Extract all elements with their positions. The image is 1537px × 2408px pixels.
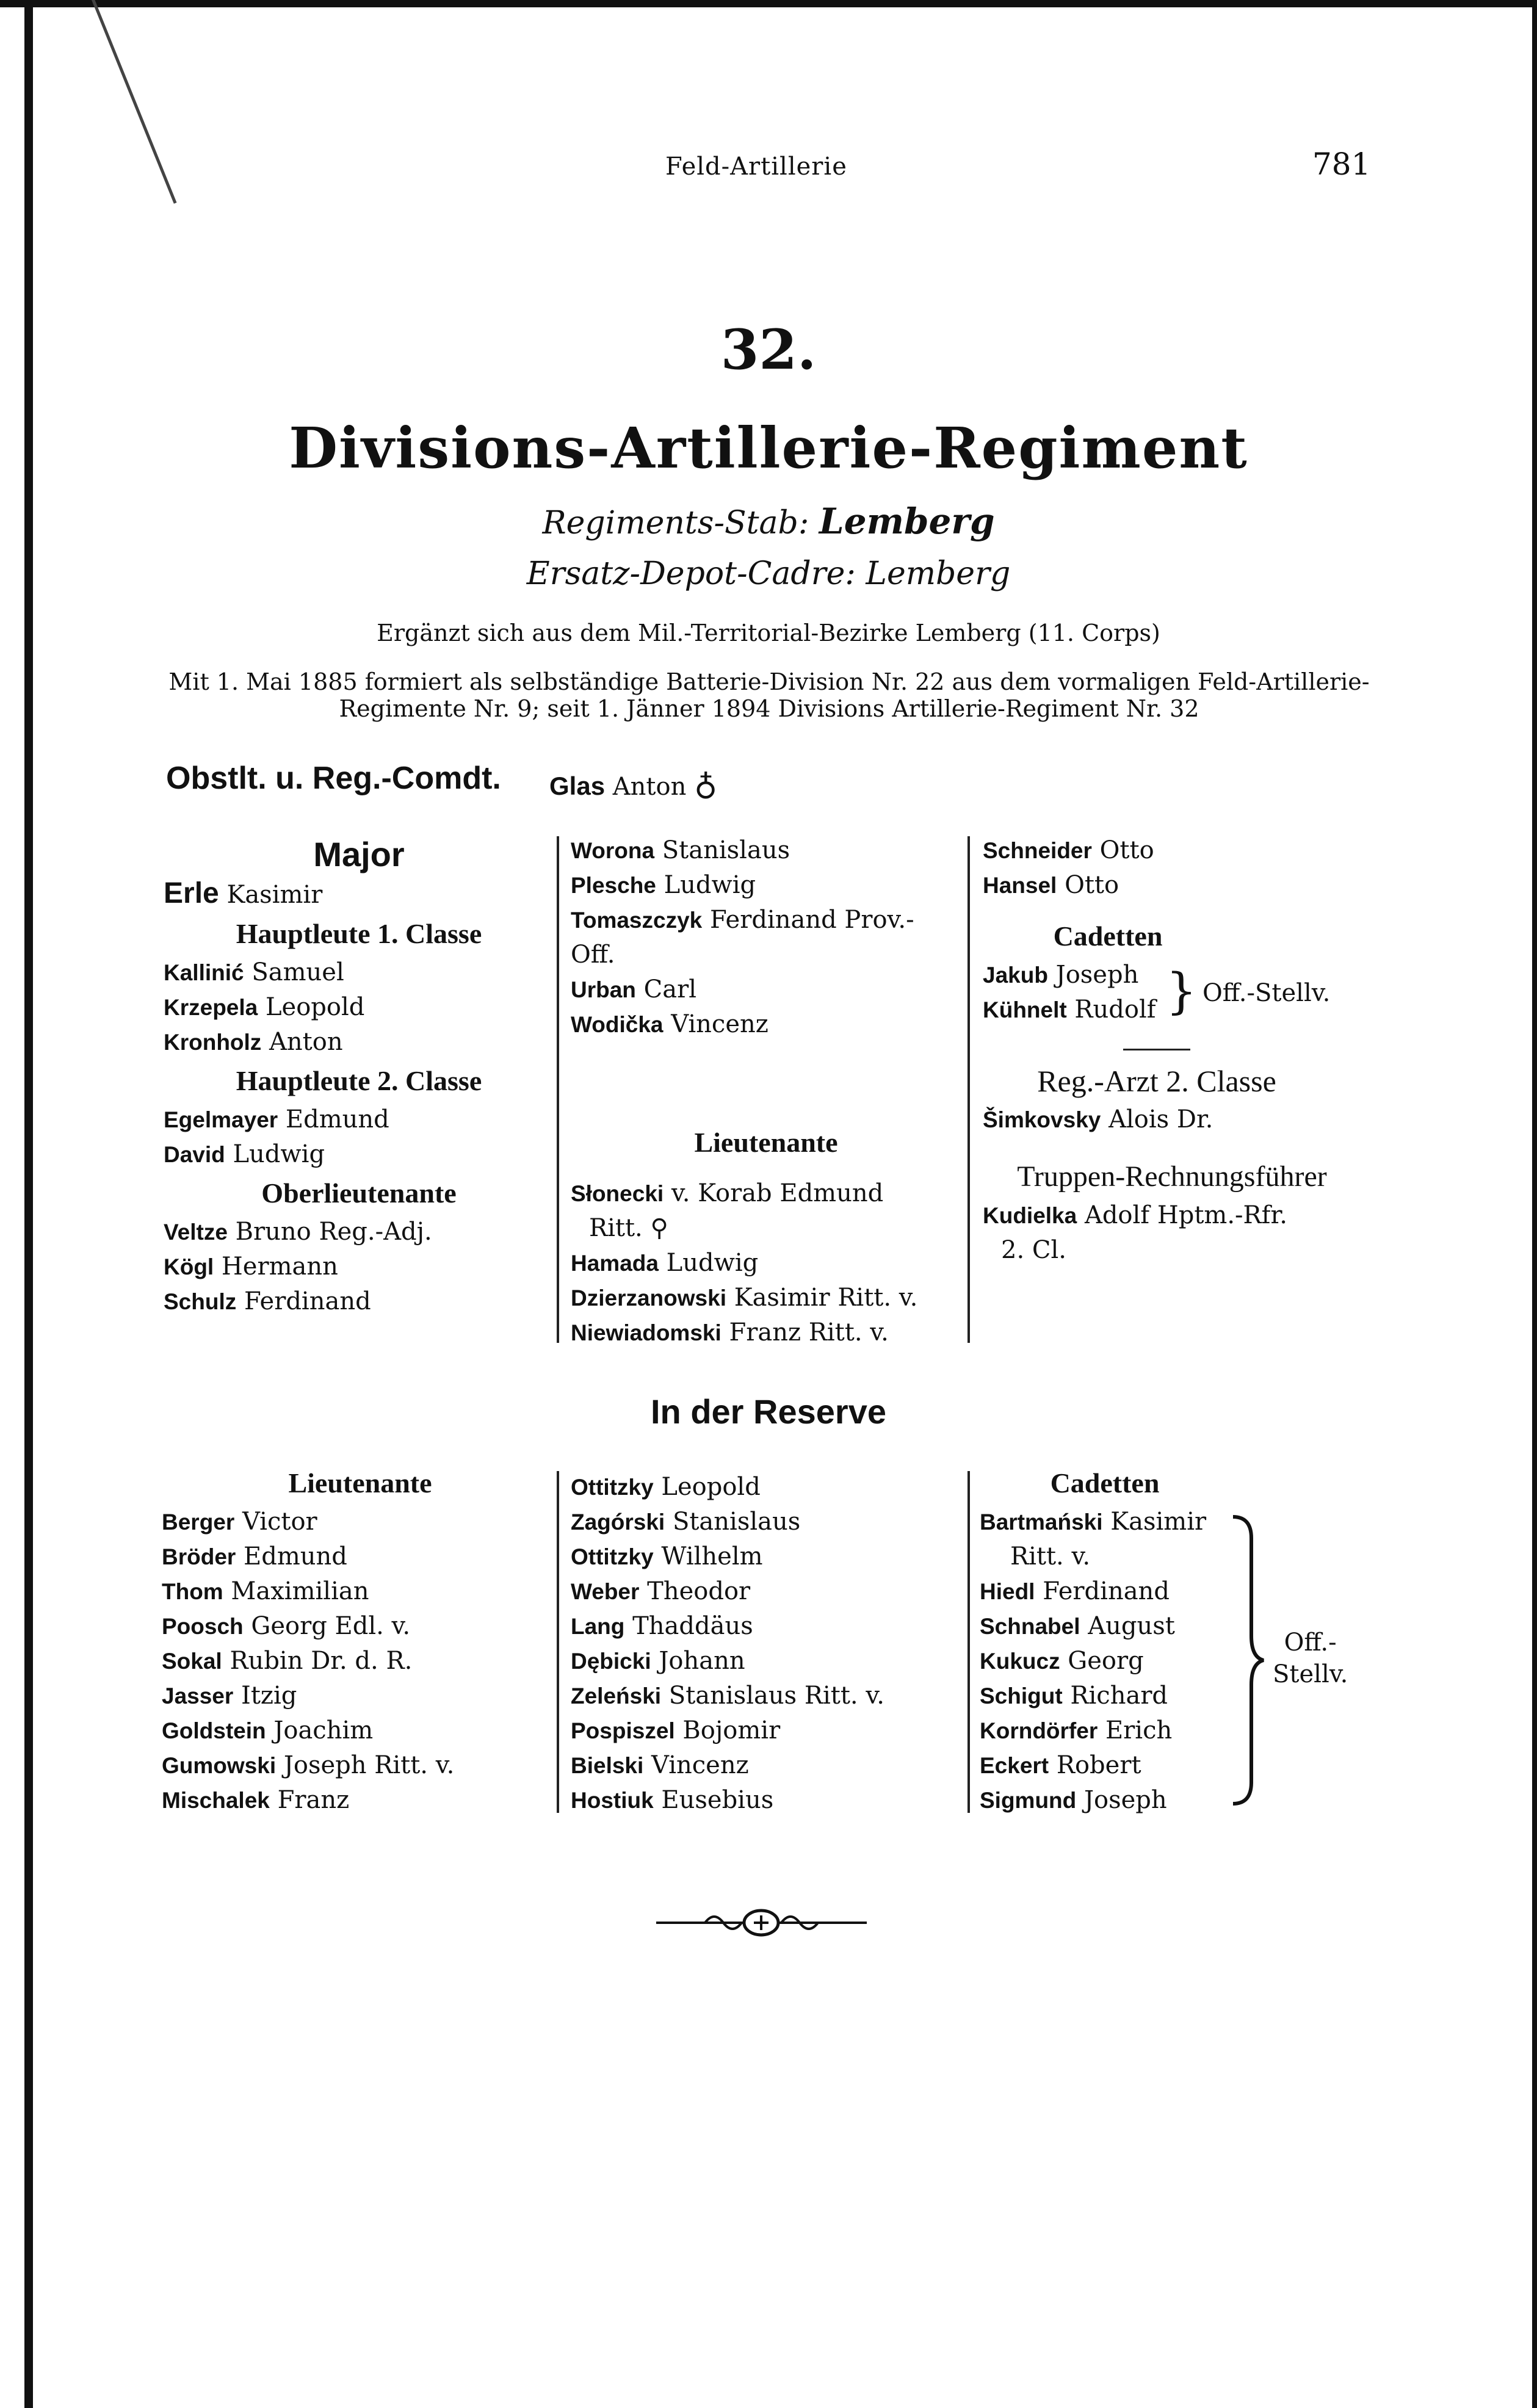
surname: Poosch xyxy=(162,1614,244,1639)
firstname: Otto xyxy=(1065,871,1119,899)
commander-name xyxy=(549,766,717,803)
list-item xyxy=(164,955,505,990)
list-item xyxy=(571,1246,961,1281)
firstname: Rubin Dr. d. R. xyxy=(230,1647,413,1675)
list-item xyxy=(571,903,961,938)
firstname: Adolf Hptm.-Rfr. xyxy=(1084,1201,1287,1229)
surname: Dzierzanowski xyxy=(571,1285,726,1311)
surname: Bielski xyxy=(571,1753,644,1778)
surname: Zagórski xyxy=(571,1510,665,1535)
decoration-icon: ⚲ xyxy=(650,1214,668,1242)
surname: Hansel xyxy=(983,873,1057,898)
firstname: Eusebius xyxy=(661,1786,774,1814)
active-column-3 xyxy=(983,833,1373,1268)
firstname: Robert xyxy=(1056,1751,1141,1779)
running-head: Feld-Artillerie xyxy=(665,153,847,181)
list-item xyxy=(164,1137,505,1172)
firstname: Joseph xyxy=(1055,961,1139,989)
lt-heading: Lieutenante xyxy=(694,1127,838,1158)
arzt-heading: Reg.-Arzt 2. Classe xyxy=(1037,1064,1276,1098)
reserve-column-1 xyxy=(162,1462,528,1818)
firstname: Thaddäus xyxy=(632,1612,753,1640)
oblt-heading: Oberlieutenante xyxy=(261,1177,457,1209)
page-title: Divisions-Artillerie-Regiment xyxy=(289,415,1248,481)
surname: Ottitzky xyxy=(571,1475,654,1500)
continuation: Ritt. ⚲ xyxy=(589,1214,668,1242)
list-item xyxy=(162,1574,528,1609)
surname: Erle xyxy=(164,877,219,909)
firstname: Georg xyxy=(1068,1647,1144,1675)
firstname: Edmund xyxy=(285,1105,389,1133)
surname: Schigut xyxy=(980,1683,1063,1708)
firstname: Kasimir xyxy=(226,881,323,909)
list-item xyxy=(162,1505,528,1539)
major-entry xyxy=(164,876,505,913)
firstname: Joachim xyxy=(273,1716,374,1745)
surname: Niewiadomski xyxy=(571,1320,721,1345)
firstname: August xyxy=(1088,1612,1175,1640)
surname: David xyxy=(164,1142,225,1167)
surname: Plesche xyxy=(571,873,656,898)
ornament-divider-icon xyxy=(656,1904,867,1941)
list-item xyxy=(164,1102,505,1137)
brace-icon: } xyxy=(1166,963,1197,1019)
depot-label: Ersatz-Depot-Cadre: xyxy=(526,555,856,592)
hpt2-heading: Hauptleute 2. Classe xyxy=(236,1065,482,1096)
list-item xyxy=(983,868,1373,903)
firstname: Franz xyxy=(277,1786,350,1814)
depot-place: Lemberg xyxy=(866,555,1011,592)
surname: Worona xyxy=(571,838,655,863)
surname: Krzepela xyxy=(164,995,258,1020)
list-item xyxy=(571,1609,961,1644)
firstname: Maximilian xyxy=(231,1577,369,1605)
surname: Dębicki xyxy=(571,1649,651,1674)
list-item xyxy=(162,1679,528,1713)
firstname: Itzig xyxy=(241,1682,297,1710)
firstname: Alois Dr. xyxy=(1108,1105,1213,1133)
firstname: Joseph xyxy=(1083,1786,1167,1814)
surname: Kögl xyxy=(164,1254,214,1279)
list-item xyxy=(571,1539,961,1574)
reserve-lt-heading: Lieutenante xyxy=(288,1467,432,1499)
history-line-1: Mit 1. Mai 1885 formiert als selbständige Batterie-Division Nr. 22 aus dem vormaligen Feld-Artillerie- xyxy=(168,668,1370,695)
list-item xyxy=(980,1505,1383,1539)
list-item xyxy=(980,1713,1383,1748)
history-line-2: Regimente Nr. 9; seit 1. Jänner 1894 Divisions Artillerie-Regiment Nr. 32 xyxy=(339,695,1199,722)
list-item xyxy=(164,1025,505,1060)
surname: Słonecki xyxy=(571,1181,664,1206)
firstname: Stanislaus Ritt. v. xyxy=(668,1682,884,1710)
firstname: Ludwig xyxy=(666,1249,759,1277)
surname: Sokal xyxy=(162,1649,222,1674)
surname: Kudielka xyxy=(983,1203,1077,1228)
list-item xyxy=(162,1783,528,1818)
surname: Bartmański xyxy=(980,1510,1103,1535)
list-item xyxy=(571,1679,961,1713)
reserve-cadetten-heading: Cadetten xyxy=(1050,1467,1160,1499)
firstname: Stanislaus xyxy=(662,836,790,864)
column-divider xyxy=(967,836,970,1343)
surname: Mischalek xyxy=(162,1788,270,1813)
firstname: Ludwig xyxy=(664,871,756,899)
list-item xyxy=(983,833,1373,868)
surname: Kukucz xyxy=(980,1649,1060,1674)
list-item xyxy=(164,1249,505,1284)
continuation: Ritt. v. xyxy=(1010,1542,1091,1571)
list-item xyxy=(571,868,961,903)
list-item xyxy=(164,1215,505,1249)
surname: Thom xyxy=(162,1579,223,1604)
surname: Bröder xyxy=(162,1544,236,1569)
surname: Jakub xyxy=(983,963,1048,988)
page-top-edge xyxy=(0,0,1537,7)
surname: Ottitzky xyxy=(571,1544,654,1569)
list-item xyxy=(983,1198,1373,1233)
reserve-heading: In der Reserve xyxy=(651,1392,886,1431)
list-item xyxy=(162,1539,528,1574)
hpt1-heading: Hauptleute 1. Classe xyxy=(236,918,482,949)
list-item xyxy=(571,1644,961,1679)
surname: Lang xyxy=(571,1614,625,1639)
firstname: Franz Ritt. v. xyxy=(729,1318,889,1347)
reserve-column-2 xyxy=(571,1470,961,1818)
firstname: Wilhelm xyxy=(661,1542,763,1571)
surname: Berger xyxy=(162,1510,235,1535)
firstname: Ludwig xyxy=(233,1140,325,1168)
firstname: Hermann xyxy=(221,1253,338,1281)
list-item xyxy=(162,1644,528,1679)
surname: Hamada xyxy=(571,1251,659,1276)
surname: Urban xyxy=(571,977,636,1002)
ergaenzt-line: Ergänzt sich aus dem Mil.-Territorial-Bezirke Lemberg (11. Corps) xyxy=(377,620,1160,646)
firstname: Erich xyxy=(1105,1716,1173,1745)
firstname: Anton xyxy=(269,1028,343,1056)
firstname: Rudolf xyxy=(1074,996,1156,1024)
major-heading: Major xyxy=(313,835,405,873)
surname: Šimkovsky xyxy=(983,1107,1101,1132)
list-item xyxy=(571,1281,961,1315)
list-item xyxy=(571,1783,961,1818)
cadetten-heading: Cadetten xyxy=(1053,920,1163,952)
list-item xyxy=(162,1748,528,1783)
list-item xyxy=(571,1470,961,1505)
surname: Veltze xyxy=(164,1220,228,1245)
list-item xyxy=(980,1748,1383,1783)
regiments-stab-line xyxy=(0,501,1537,542)
commander-first: Anton xyxy=(612,773,687,801)
surname: Schulz xyxy=(164,1289,237,1314)
surname: Eckert xyxy=(980,1753,1049,1778)
stab-label: Regiments-Stab: xyxy=(542,505,809,541)
firstname: Richard xyxy=(1070,1682,1168,1710)
firstname: Vincenz xyxy=(651,1751,749,1779)
firstname: Kasimir Ritt. v. xyxy=(734,1284,918,1312)
surname: Zeleński xyxy=(571,1683,662,1708)
note-line: Stellv. xyxy=(1273,1660,1348,1688)
firstname: Bojomir xyxy=(682,1716,781,1745)
column-divider xyxy=(967,1471,970,1813)
firstname: Leopold xyxy=(661,1473,761,1501)
firstname: Edmund xyxy=(244,1542,347,1571)
firstname: Stanislaus xyxy=(672,1508,801,1536)
surname: Hiedl xyxy=(980,1579,1035,1604)
surname: Schnabel xyxy=(980,1614,1080,1639)
surname: Tomaszczyk xyxy=(571,908,703,933)
history-paragraph xyxy=(165,668,1373,722)
list-item xyxy=(571,1505,961,1539)
list-item xyxy=(980,1783,1383,1818)
list-item xyxy=(571,1176,961,1211)
firstname: Ferdinand xyxy=(1043,1577,1170,1605)
list-item xyxy=(980,1574,1383,1609)
surname: Goldstein xyxy=(162,1718,266,1743)
surname: Wodička xyxy=(571,1012,664,1037)
surname: Sigmund xyxy=(980,1788,1077,1813)
surname: Egelmayer xyxy=(164,1107,278,1132)
firstname: Leopold xyxy=(265,993,365,1021)
firstname: Bruno Reg.-Adj. xyxy=(235,1218,432,1246)
reserve-cadetten-note xyxy=(1273,1627,1348,1690)
commander-rank: Obstlt. u. Reg.-Comdt. xyxy=(166,761,501,796)
list-item xyxy=(164,990,505,1025)
list-item xyxy=(571,833,961,868)
firstname: Johann xyxy=(659,1647,745,1675)
surname: Gumowski xyxy=(162,1753,277,1778)
list-item xyxy=(571,1713,961,1748)
surname: Weber xyxy=(571,1579,640,1604)
surname: Schneider xyxy=(983,838,1092,863)
firstname: Joseph Ritt. v. xyxy=(283,1751,455,1779)
list-item xyxy=(164,1284,505,1319)
continuation: Off. xyxy=(571,941,615,969)
list-item xyxy=(571,972,961,1007)
firstname: Carl xyxy=(643,975,696,1003)
surname: Jasser xyxy=(162,1683,234,1708)
brace-icon xyxy=(1227,1514,1270,1807)
cadetten-note: Off.-Stellv. xyxy=(1202,979,1331,1007)
scan-crease-line xyxy=(92,0,176,204)
ersatz-depot-line xyxy=(0,555,1537,592)
list-item xyxy=(571,1007,961,1042)
stab-place: Lemberg xyxy=(819,501,995,542)
active-column-1 xyxy=(164,833,505,1319)
firstname: Ferdinand xyxy=(244,1287,371,1315)
commander-surname: Glas xyxy=(549,772,606,800)
surname: Kronholz xyxy=(164,1030,262,1055)
active-column-2 xyxy=(571,833,961,1350)
list-item xyxy=(571,1574,961,1609)
list-item xyxy=(162,1713,528,1748)
page-number: 781 xyxy=(1312,146,1371,182)
surname: Hostiuk xyxy=(571,1788,654,1813)
cadetten-group xyxy=(983,958,1373,1027)
firstname: v. Korab Edmund xyxy=(671,1179,884,1207)
list-item xyxy=(571,1315,961,1350)
regiment-number: 32. xyxy=(720,317,817,382)
firstname: Kasimir xyxy=(1110,1508,1207,1536)
list-item xyxy=(983,1102,1373,1137)
firstname: Vincenz xyxy=(671,1010,769,1038)
firstname: Otto xyxy=(1099,836,1154,864)
firstname: Georg Edl. v. xyxy=(251,1612,411,1640)
surname: Kallinić xyxy=(164,960,244,985)
firstname: Victor xyxy=(242,1508,317,1536)
column-divider xyxy=(557,836,559,1343)
continuation: 2. Cl. xyxy=(1001,1236,1066,1264)
firstname: Theodor xyxy=(647,1577,751,1605)
column-divider xyxy=(557,1471,559,1813)
note-line: Off.- xyxy=(1284,1629,1337,1657)
decoration-icon: ♁ xyxy=(694,766,718,803)
firstname: Samuel xyxy=(251,958,344,986)
rechnungsfuehrer-heading: Truppen-Rechnungsführer xyxy=(1017,1160,1327,1193)
surname: Kühnelt xyxy=(983,997,1067,1022)
list-item xyxy=(571,1748,961,1783)
surname: Pospiszel xyxy=(571,1718,675,1743)
firstname: Ferdinand Prov.- xyxy=(709,906,914,934)
list-item xyxy=(162,1609,528,1644)
surname: Korndörfer xyxy=(980,1718,1098,1743)
